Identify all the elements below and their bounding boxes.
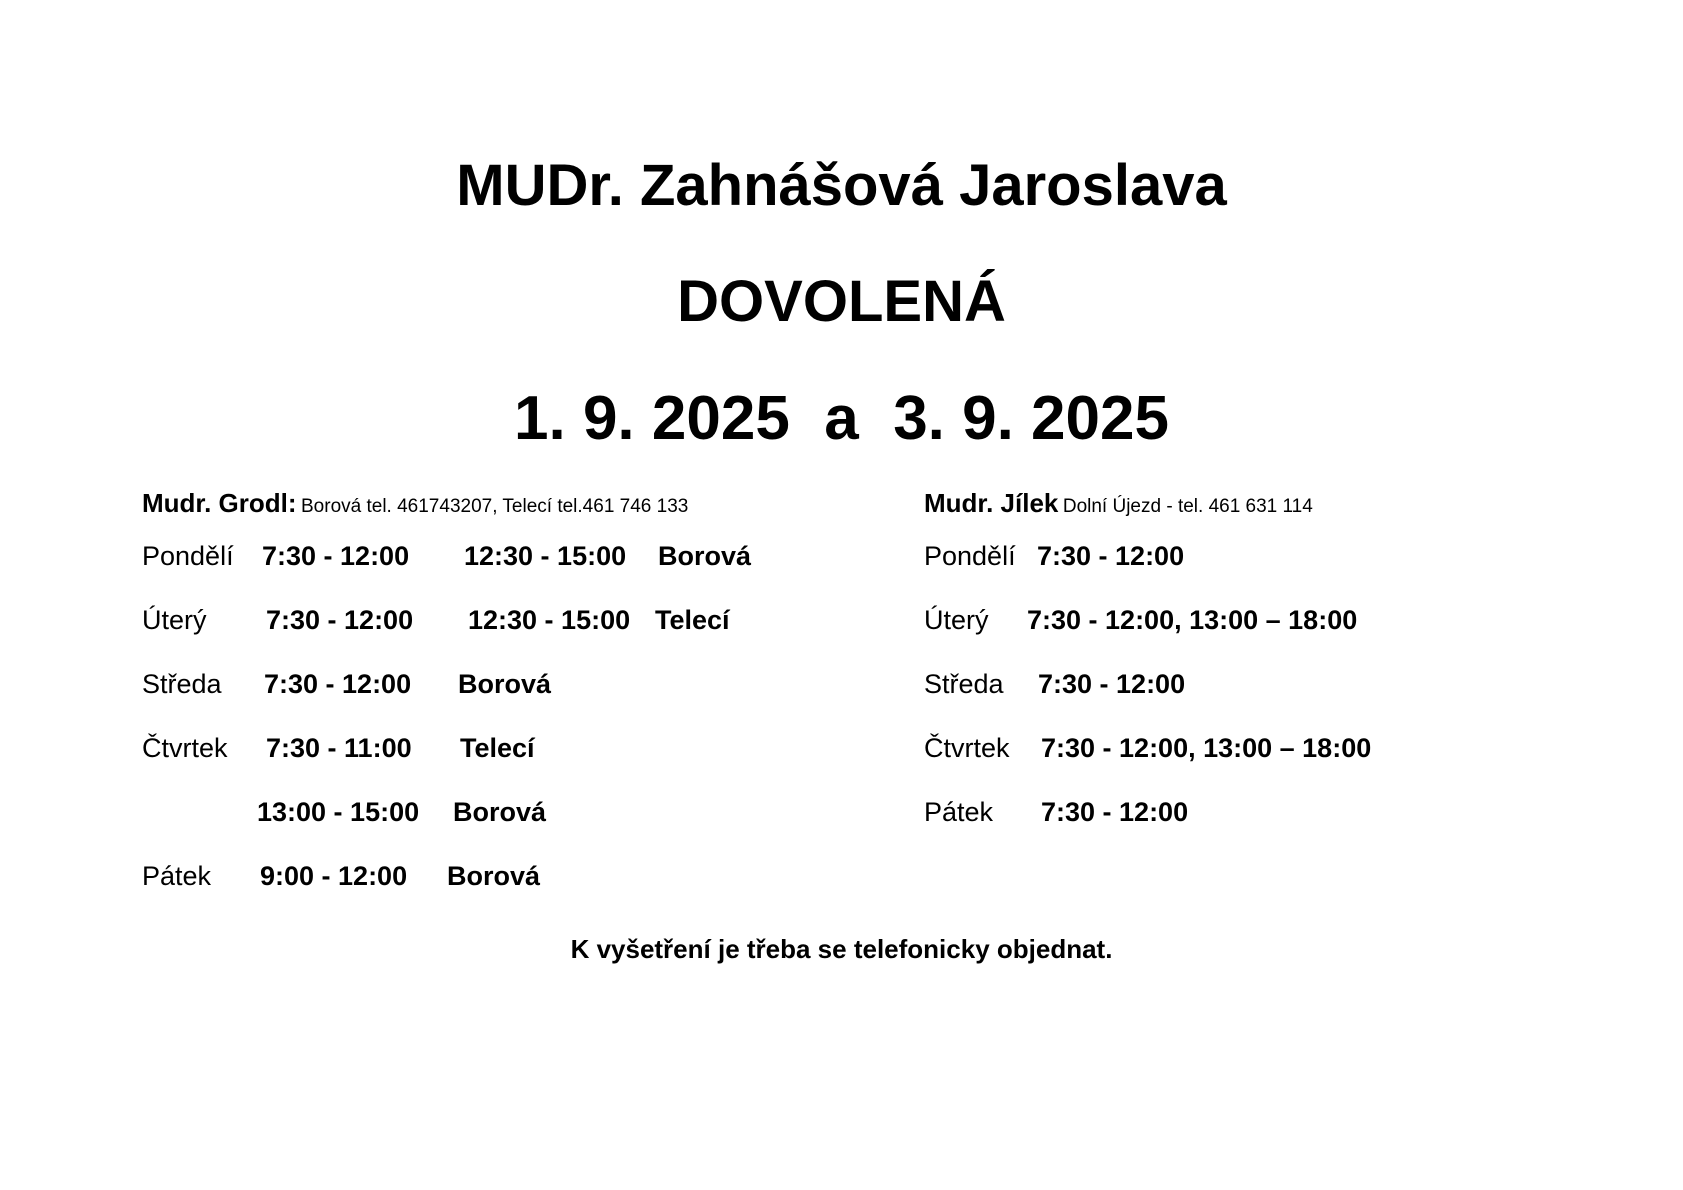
hours: 7:30 - 12:00, 13:00 – 18:00 [1041, 733, 1372, 763]
vacation-dates: 1. 9. 2025 a 3. 9. 2025 [514, 384, 1169, 453]
hours: 7:30 - 11:00 [266, 733, 412, 763]
location: Borová [447, 861, 541, 891]
location: Borová [453, 797, 547, 827]
day-label: Středa [142, 669, 222, 699]
hours: 7:30 - 12:00, 13:00 – 18:00 [1027, 605, 1358, 635]
substitute-name: Mudr. Grodl: [142, 488, 297, 518]
location: Borová [658, 541, 752, 571]
substitute-contact: Borová tel. 461743207, Telecí tel.461 746 133 [301, 496, 689, 517]
day-label: Pondělí [924, 541, 1016, 571]
day-label: Pondělí [142, 541, 234, 571]
day-label: Úterý [924, 605, 989, 635]
day-label: Úterý [142, 605, 207, 635]
day-label: Pátek [142, 861, 212, 891]
hours: 7:30 - 12:00 [1041, 797, 1189, 827]
substitute-header [142, 488, 688, 519]
location: Borová [458, 669, 552, 699]
location: Telecí [460, 733, 535, 763]
hours: 7:30 - 12:00 [262, 541, 410, 571]
day-label: Čtvrtek [924, 733, 1010, 763]
hours: 13:00 - 15:00 [257, 797, 420, 827]
substitute-contact: Dolní Újezd - tel. 461 631 114 [1062, 496, 1313, 517]
hours: 7:30 - 12:00 [266, 605, 414, 635]
location: Telecí [655, 605, 730, 635]
day-label: Středa [924, 669, 1004, 699]
hours: 7:30 - 12:00 [1037, 541, 1185, 571]
hours: 9:00 - 12:00 [260, 861, 408, 891]
substitute-name: Mudr. Jílek [924, 488, 1059, 518]
doctor-name: MUDr. Zahnášová Jaroslava [456, 153, 1227, 218]
hours: 7:30 - 12:00 [1038, 669, 1186, 699]
substitute-header [924, 488, 1313, 519]
hours: 7:30 - 12:00 [264, 669, 412, 699]
hours-afternoon: 12:30 - 15:00 [464, 541, 627, 571]
day-label: Čtvrtek [142, 733, 228, 763]
day-label: Pátek [924, 797, 994, 827]
notice-title: DOVOLENÁ [677, 269, 1006, 334]
appointment-note: K vyšetření je třeba se telefonicky objednat. [570, 934, 1113, 964]
hours-afternoon: 12:30 - 15:00 [468, 605, 631, 635]
